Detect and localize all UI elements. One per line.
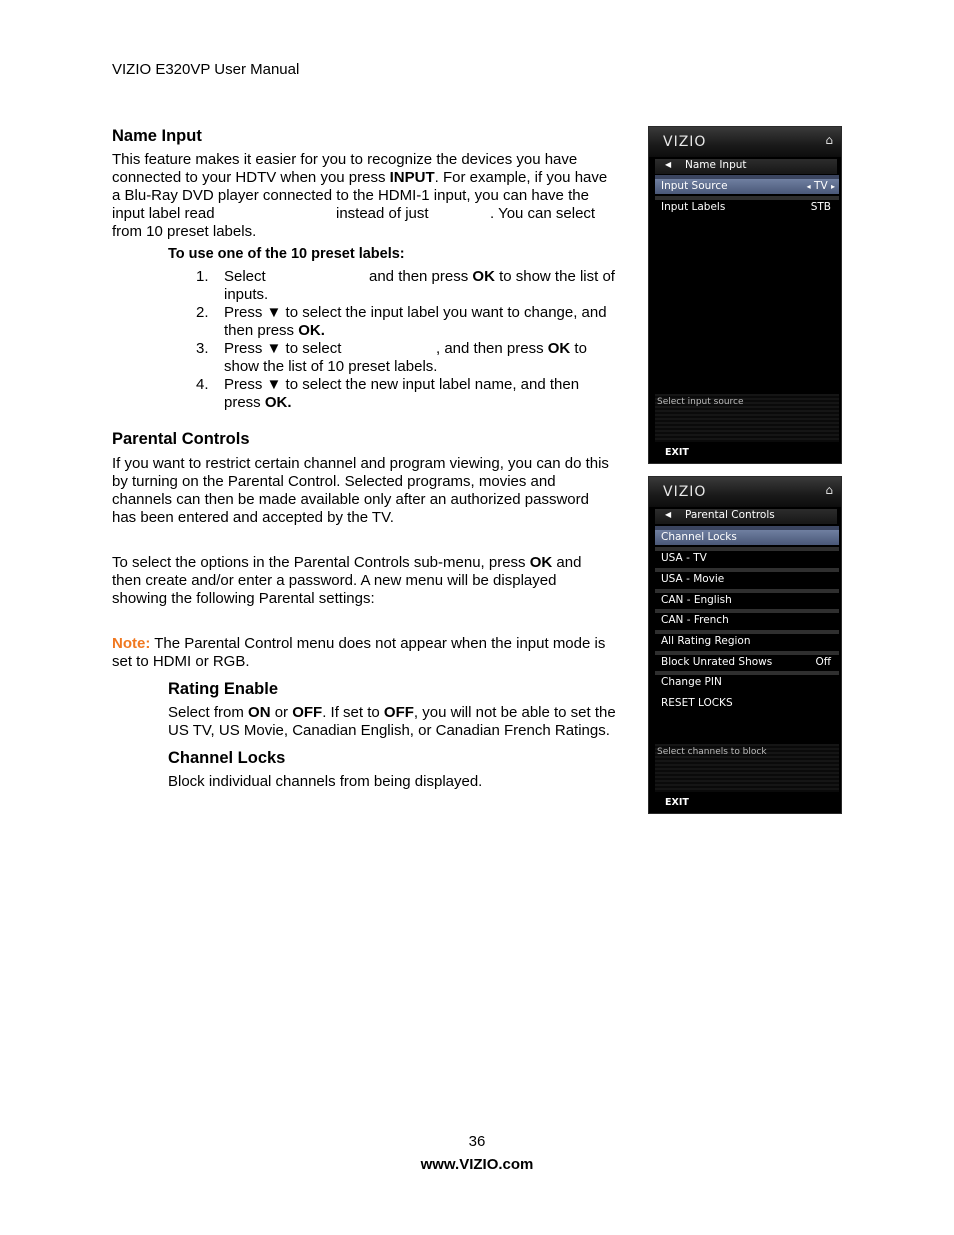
breadcrumb-label: Parental Controls xyxy=(685,509,775,521)
document-header: VIZIO E320VP User Manual xyxy=(112,61,300,78)
subheading-channel-locks: Channel Locks xyxy=(168,749,286,767)
back-arrow-icon[interactable]: ◀ xyxy=(665,160,672,169)
note-paragraph: Note: The Parental Control menu does not appear when the input mode is set to HDMI or RGB. xyxy=(112,635,606,670)
text-line: input label read instead of just . You can select xyxy=(112,205,596,222)
page-number: 36 xyxy=(468,1133,486,1150)
text-line: connected to your HDTV when you press INPUT. For example, if you have xyxy=(112,169,608,186)
vizio-logo: VIZIO xyxy=(663,484,707,500)
tv-menu-item[interactable]: Channel Locks xyxy=(655,526,839,545)
tv-menu-description: Select channels to block xyxy=(655,744,839,792)
tv-menu-breadcrumb[interactable] xyxy=(655,509,837,524)
tv-menu-item[interactable]: Input Source ◂ TV ▸ xyxy=(655,175,839,194)
tv-menu-item[interactable]: Block Unrated Shows Off xyxy=(655,651,839,670)
right-arrow-icon: ▸ xyxy=(830,182,835,191)
text-line: a Blu-Ray DVD player connected to the HDMI-1 input, you can have the xyxy=(112,187,589,204)
back-arrow-icon[interactable]: ◀ xyxy=(665,510,672,519)
tv-menu-item[interactable]: CAN - English xyxy=(655,589,839,608)
parental-instructions: To select the options in the Parental Controls sub-menu, press OK and then create and/or enter a password. A new menu will be displayed showing the following Parental settings: xyxy=(112,554,582,607)
exit-button[interactable]: EXIT xyxy=(665,447,689,458)
tv-menu-parental-controls xyxy=(648,476,842,814)
left-arrow-icon: ◂ xyxy=(806,182,811,191)
text-line: from 10 preset labels. xyxy=(112,223,257,240)
tv-menu-description: Select input source xyxy=(655,394,839,442)
tv-menu-item[interactable]: Change PIN xyxy=(655,671,839,690)
text-line: This feature makes it easier for you to recognize the devices you have xyxy=(112,151,578,168)
channel-locks-text: Block individual channels from being displayed. xyxy=(168,773,483,790)
vizio-logo: VIZIO xyxy=(663,134,707,150)
section-heading-parental-controls: Parental Controls xyxy=(112,430,250,448)
tv-menu-topbar xyxy=(649,477,841,507)
tv-menu-name-input xyxy=(648,126,842,464)
tv-menu-item[interactable]: Input Labels STB xyxy=(655,196,839,215)
tv-menu-item[interactable]: CAN - French xyxy=(655,609,839,628)
tv-menu-topbar xyxy=(649,127,841,157)
name-input-paragraph xyxy=(112,151,632,241)
tv-menu-item[interactable]: All Rating Region xyxy=(655,630,839,649)
note-label: Note: xyxy=(112,635,151,652)
section-heading-name-input: Name Input xyxy=(112,127,202,145)
tv-menu-item[interactable]: USA - Movie xyxy=(655,568,839,587)
subheading-rating-enable: Rating Enable xyxy=(168,680,279,698)
parental-paragraph: If you want to restrict certain channel and program viewing, you can do this by turning on the Parental Control. Selected programs, movies and channels can then be made available only after an authorized password has been entered and accepted by the TV. xyxy=(112,455,609,526)
tv-menu-item[interactable]: USA - TV xyxy=(655,547,839,566)
steps-subheading: To use one of the 10 preset labels: xyxy=(168,246,405,262)
breadcrumb-label: Name Input xyxy=(685,159,747,171)
rating-enable-text: Select from ON or OFF. If set to OFF, you will not be able to set the US TV, US Movie, Canadian English, or Canadian French Ratings. xyxy=(168,704,616,739)
tv-menu-breadcrumb[interactable] xyxy=(655,159,837,174)
exit-button[interactable]: EXIT xyxy=(665,797,689,808)
home-icon[interactable]: ⌂ xyxy=(825,483,833,497)
tv-menu-item[interactable]: RESET LOCKS xyxy=(655,692,839,711)
home-icon[interactable]: ⌂ xyxy=(825,133,833,147)
footer-url: www.VIZIO.com xyxy=(420,1156,534,1173)
